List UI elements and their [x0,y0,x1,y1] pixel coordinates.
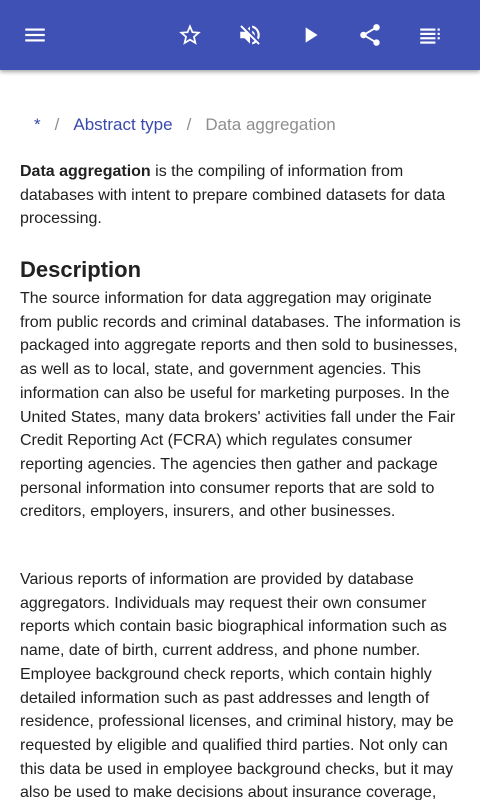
hamburger-menu-icon [22,22,48,48]
breadcrumb-separator: / [54,115,60,134]
mute-button[interactable] [226,11,274,59]
play-icon [297,22,323,48]
description-paragraph-2: Various reports of information are provided by database aggregators. Individuals may request their own consumer reports which contain basic biographical information such as name, date of birth, current address, and phone number. Employee background check reports, which contain highly detailed information such as past addresses and length of residence, professional licenses, and criminal history, may be requested by eligible and qualified third parties. Not only can this data be used in employee background checks, but it may also be used to make decisions about insurance coverage, [20,571,454,800]
contents-button[interactable] [406,11,454,59]
section-heading: Description [20,257,142,282]
intro-term: Data aggregation [20,163,151,180]
article-content [0,70,480,800]
intro-paragraph [20,160,466,231]
play-button[interactable] [286,11,334,59]
breadcrumb-separator: / [186,115,192,134]
share-button[interactable] [346,11,394,59]
volume-off-icon [237,22,263,48]
star-outline-icon [177,22,203,48]
playlist-icon [417,22,443,48]
intro-text: is the compiling of information from databases with intent to prepare combined datasets for data processing. [20,163,446,228]
breadcrumb [34,114,336,136]
breadcrumb-root-link[interactable]: * [34,115,41,134]
menu-button[interactable] [11,11,59,59]
breadcrumb-parent-link[interactable]: Abstract type [73,115,173,134]
favorite-button[interactable] [166,11,214,59]
app-bar [0,0,480,70]
share-icon [357,22,383,48]
breadcrumb-current: Data aggregation [205,115,336,134]
description-paragraph-1: The source information for data aggregation may originate from public records and criminal databases. The information is packaged into aggregate reports and then sold to businesses, as well as to local, state, and government agencies. This information can also be useful for marketing purposes. In the United States, many data brokers' activities fall under the Fair Credit Reporting Act (FCRA) which regulates consumer reporting agencies. The agencies then gather and package personal information into consumer reports that are sold to creditors, employers, insurers, and other businesses. [20,290,461,521]
